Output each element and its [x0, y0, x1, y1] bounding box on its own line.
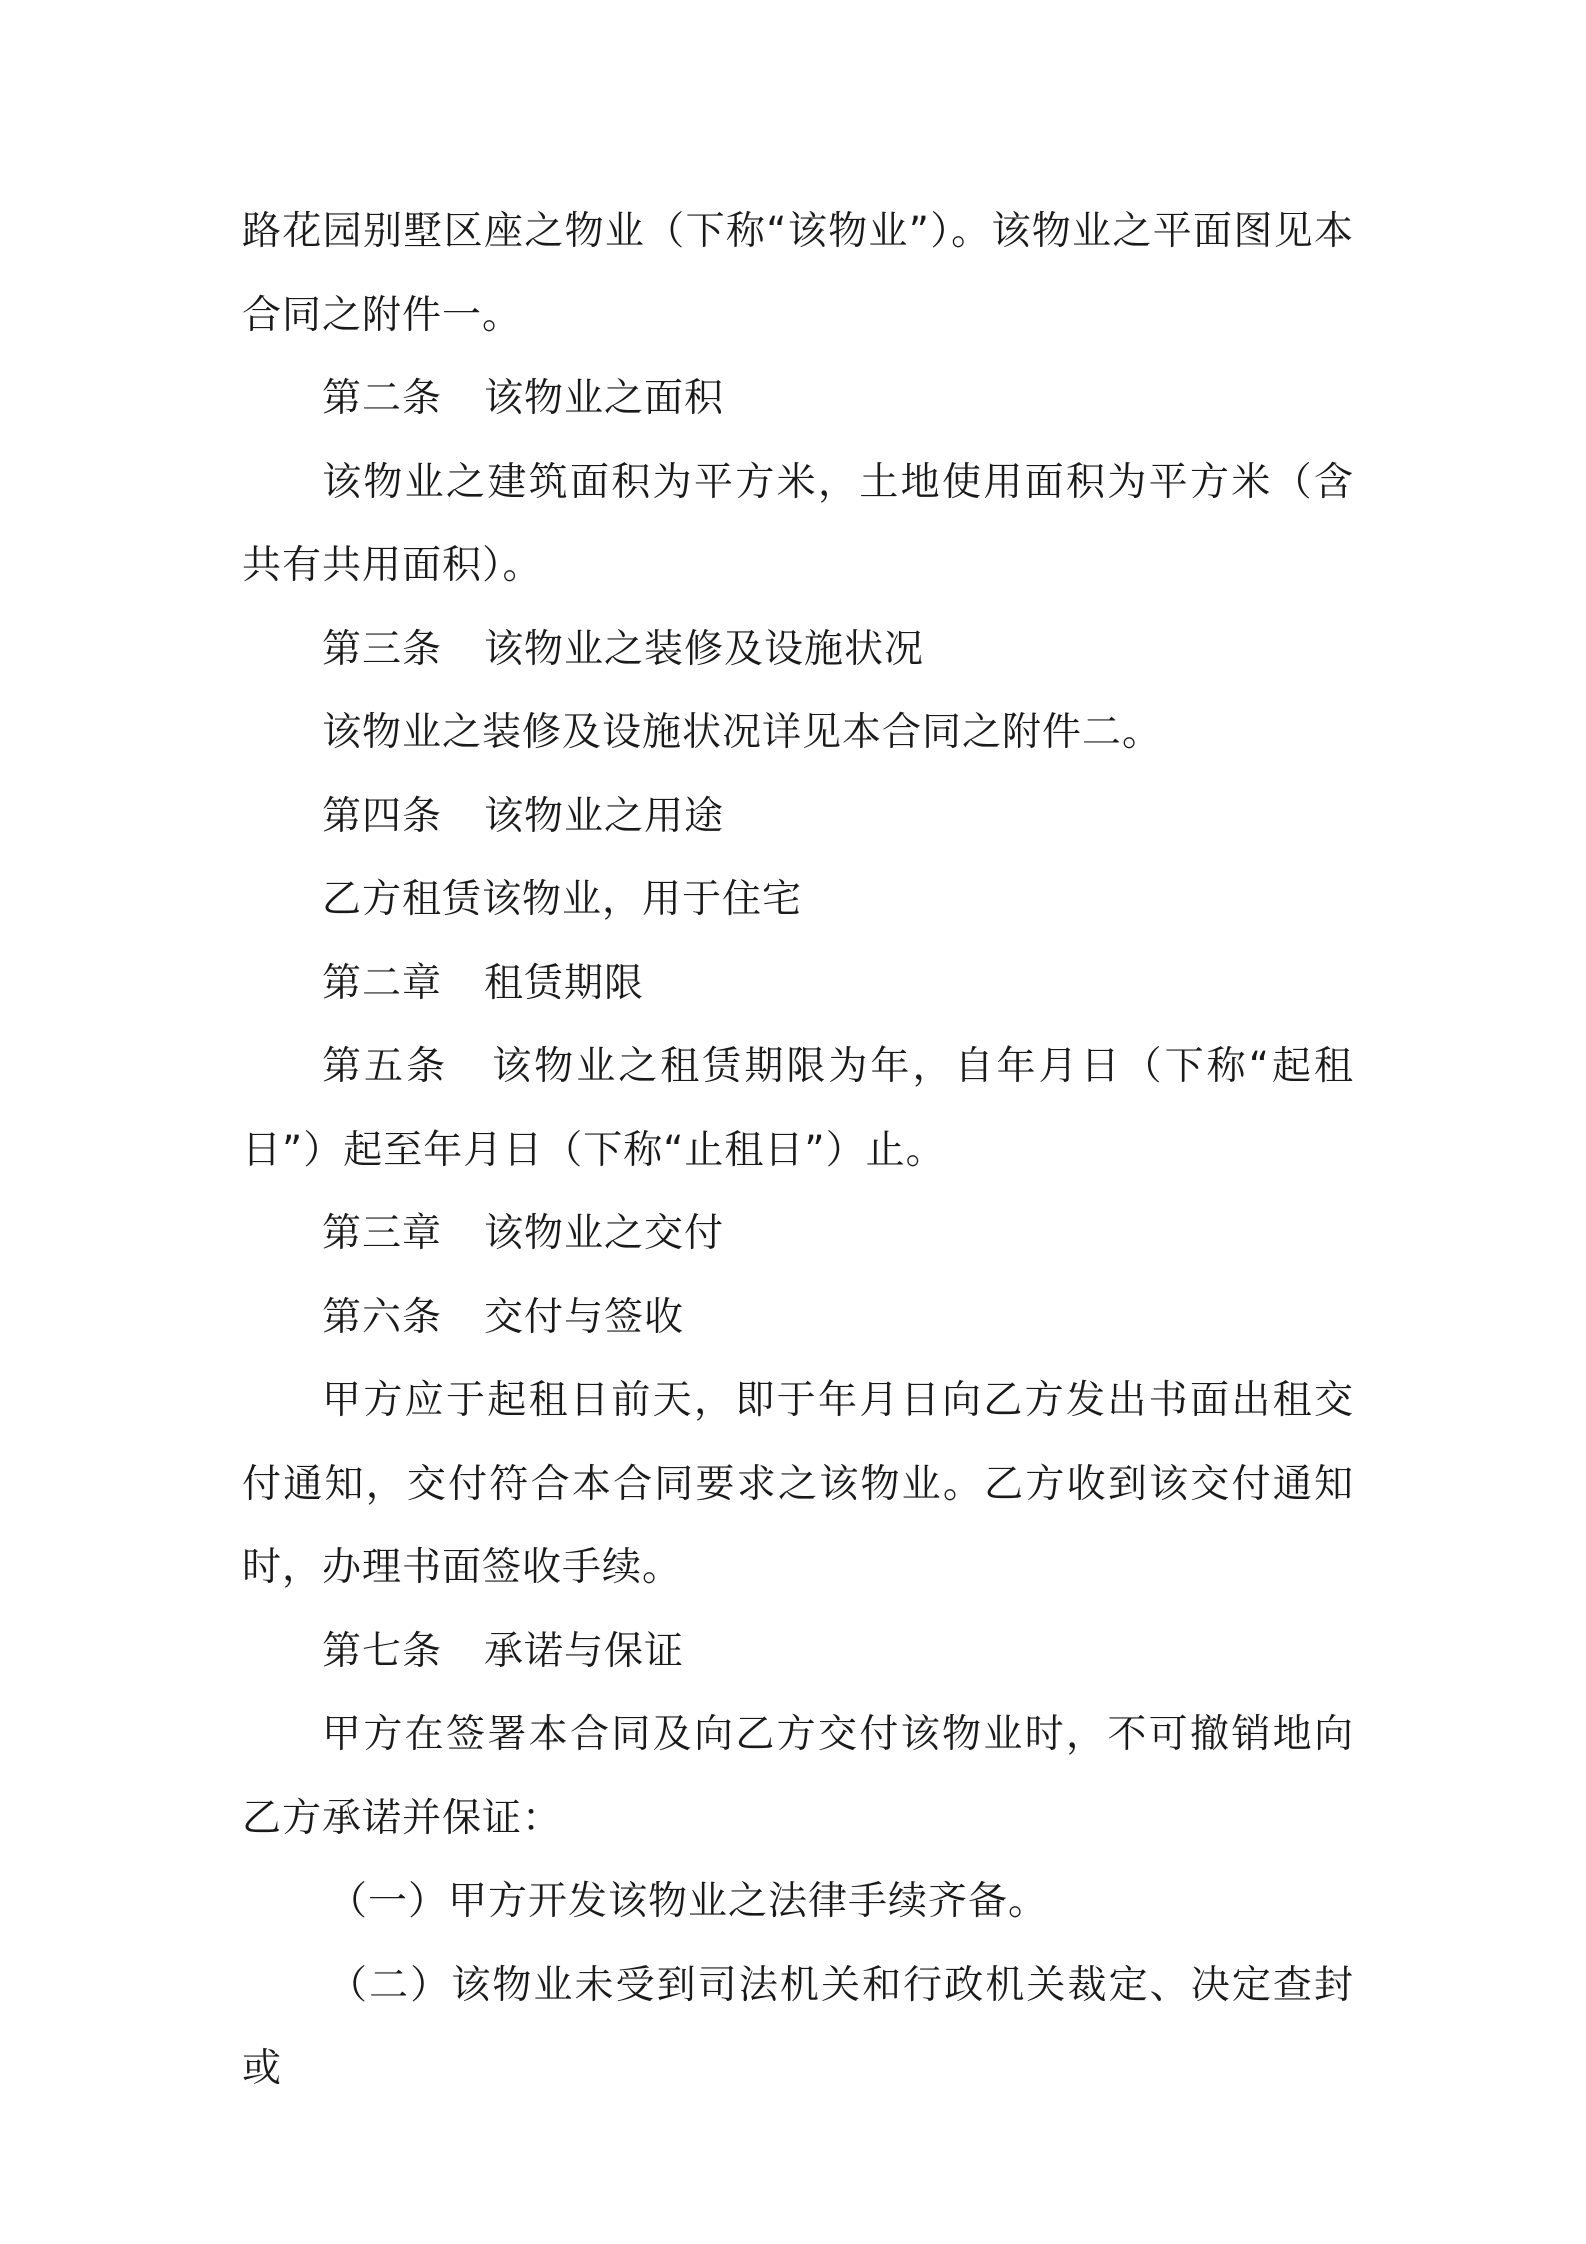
paragraph-area: 该物业之建筑面积为平方米，土地使用面积为平方米（含共有共用面积）。: [242, 459, 1354, 588]
paragraph-property-location: 路花园别墅区座之物业（下称“该物业”）。该物业之平面图见本合同之附件一。: [242, 209, 1354, 338]
warranty-item-1: （一）甲方开发该物业之法律手续齐备。: [328, 1879, 1049, 1924]
article-heading-4: [242, 775, 1354, 859]
article-text: 该物业之租赁期限为年，自年月日（下称“起租日”）起至年月日（下称“止租日”）止。: [242, 1044, 1354, 1173]
article-label: 第三条: [322, 626, 443, 672]
chapter-title: 租赁期限: [484, 960, 645, 1006]
chapter-title: 该物业之交付: [484, 1211, 725, 1256]
article-title: 该物业之面积: [484, 376, 725, 421]
paragraph-usage: 乙方租赁该物业，用于住宅: [322, 877, 803, 922]
warranty-item-2: （二）该物业未受到司法机关和行政机关裁定、决定查封或: [242, 1962, 1354, 2091]
article-title: 该物业之用途: [484, 793, 725, 839]
article-heading-6: [242, 1276, 1354, 1360]
article-heading-2: [242, 357, 1354, 441]
article-heading-3: [242, 608, 1354, 692]
article-title: 承诺与保证: [484, 1628, 685, 1674]
paragraph-warranty-intro: 甲方在签署本合同及向乙方交付该物业时，不可撤销地向乙方承诺并保证：: [242, 1712, 1354, 1841]
article-label: 第二条: [322, 376, 443, 421]
paragraph-decoration: 该物业之装修及设施状况详见本合同之附件二。: [322, 710, 1163, 755]
chapter-heading-2: [242, 942, 1354, 1026]
article-heading-7: [242, 1610, 1354, 1694]
chapter-label: 第三章: [322, 1211, 443, 1256]
article-title: 该物业之装修及设施状况: [484, 626, 925, 672]
chapter-label: 第二章: [322, 960, 443, 1006]
article-title: 交付与签收: [484, 1294, 685, 1340]
article-5-lease-term: [242, 1025, 1354, 1192]
chapter-heading-3: [242, 1192, 1354, 1276]
paragraph-delivery-notice: 甲方应于起租日前天，即于年月日向乙方发出书面出租交付通知，交付符合本合同要求之该物业。乙方收到该交付通知时，办理书面签收手续。: [242, 1378, 1354, 1590]
article-label: 第五条: [322, 1044, 449, 1089]
article-label: 第七条: [322, 1628, 443, 1674]
article-label: 第六条: [322, 1294, 443, 1340]
article-label: 第四条: [322, 793, 443, 839]
document-body: [242, 190, 1354, 2111]
